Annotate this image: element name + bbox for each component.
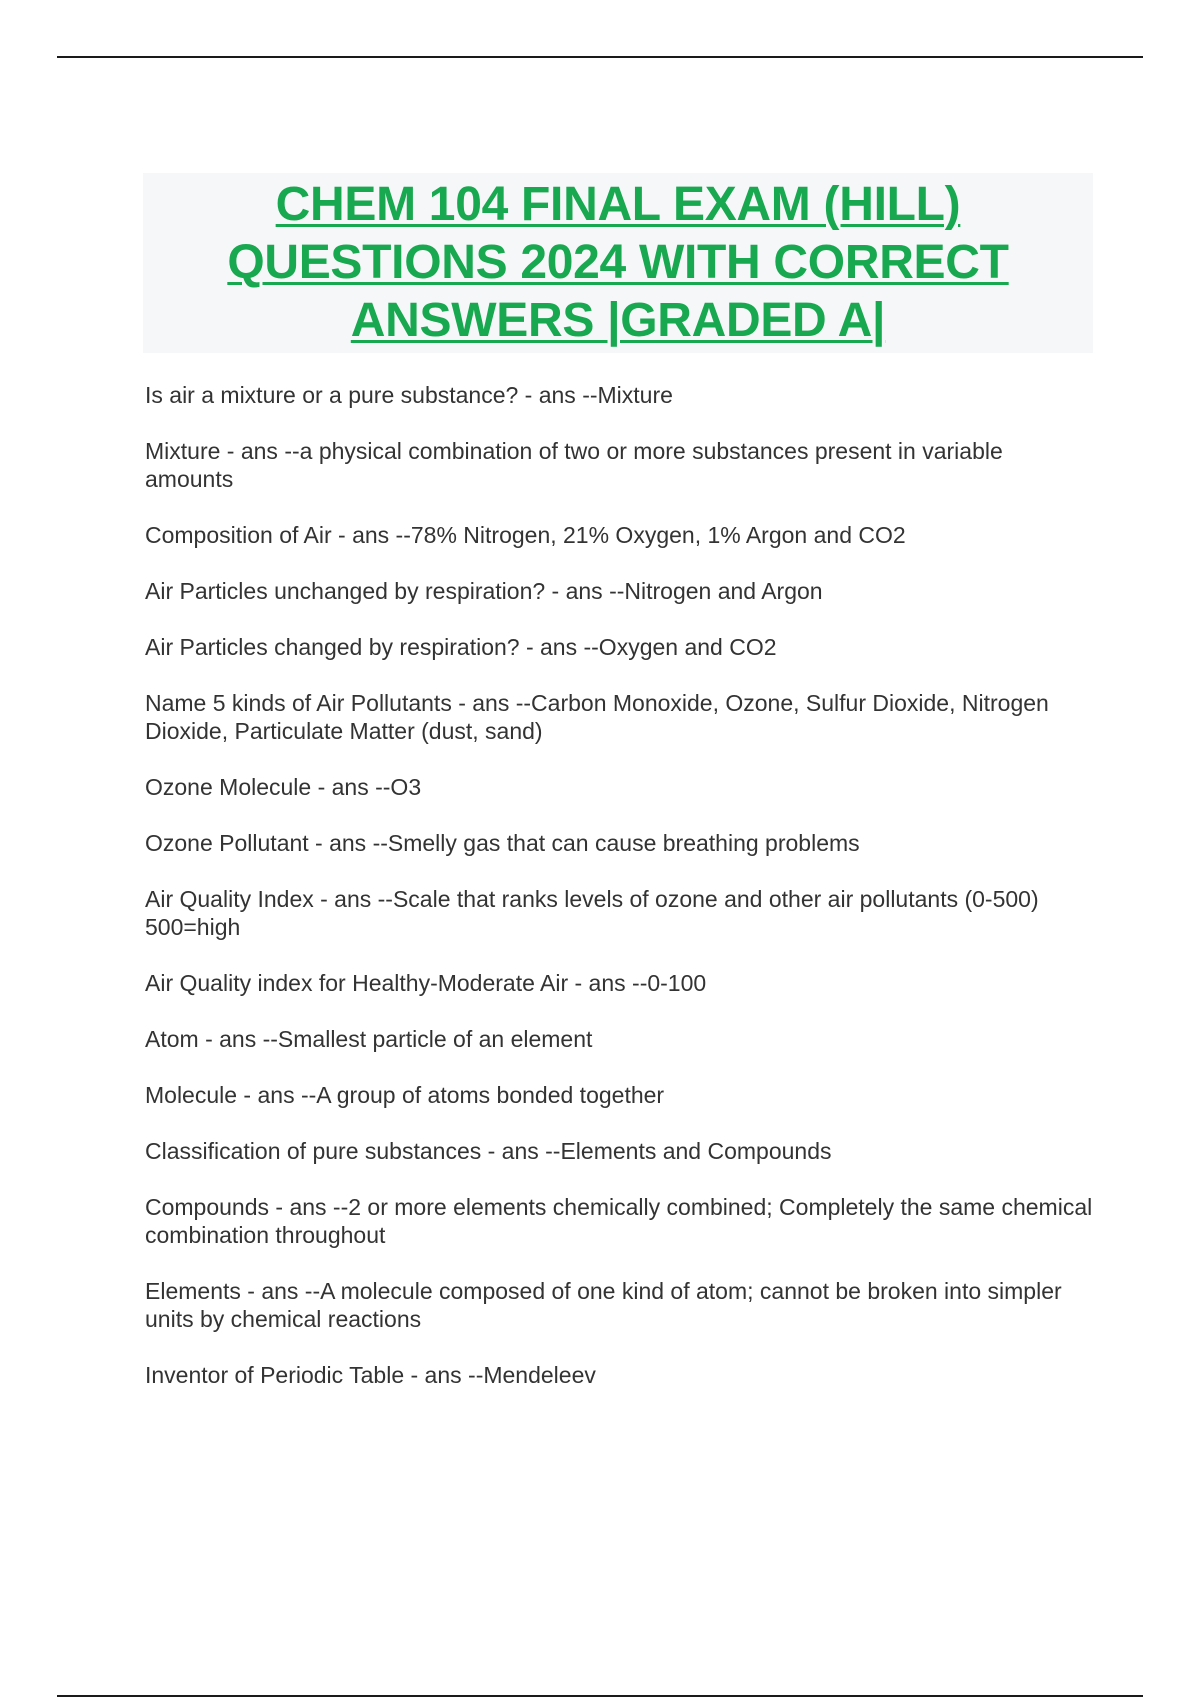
- title-line-1: CHEM 104 FINAL EXAM (HILL): [275, 178, 961, 231]
- document-title: [227, 176, 1008, 350]
- qa-item: Air Quality index for Healthy-Moderate Air - ans --0-100: [145, 970, 707, 996]
- qa-item: Ozone Pollutant - ans --Smelly gas that can cause breathing problems: [145, 830, 860, 856]
- qa-item: Inventor of Periodic Table - ans --Mendeleev: [145, 1362, 596, 1388]
- qa-item: Molecule - ans --A group of atoms bonded together: [145, 1082, 665, 1108]
- qa-item: Air Particles unchanged by respiration? - ans --Nitrogen and Argon: [145, 578, 823, 604]
- title-banner: [143, 173, 1093, 353]
- title-line-3: ANSWERS |GRADED A|: [350, 294, 886, 347]
- qa-item: Composition of Air - ans --78% Nitrogen, 21% Oxygen, 1% Argon and CO2: [145, 522, 906, 548]
- qa-item: Mixture - ans --a physical combination of two or more substances present in variable amounts: [145, 438, 1003, 492]
- qa-item: Air Particles changed by respiration? - ans --Oxygen and CO2: [145, 634, 777, 660]
- qa-item: Compounds - ans --2 or more elements chemically combined; Completely the same chemical combination throughout: [145, 1194, 1093, 1248]
- qa-item: Air Quality Index - ans --Scale that ranks levels of ozone and other air pollutants (0-500) 500=high: [145, 886, 1039, 940]
- title-line-2: QUESTIONS 2024 WITH CORRECT: [227, 236, 1009, 289]
- qa-item: Classification of pure substances - ans --Elements and Compounds: [145, 1138, 832, 1164]
- qa-item: Atom - ans --Smallest particle of an element: [145, 1026, 593, 1052]
- qa-item: Ozone Molecule - ans --O3: [145, 774, 422, 800]
- qa-list: [145, 381, 1095, 1389]
- bottom-divider: [57, 1695, 1143, 1697]
- top-divider: [57, 56, 1143, 58]
- qa-item: Elements - ans --A molecule composed of one kind of atom; cannot be broken into simpler units by chemical reactions: [145, 1278, 1062, 1332]
- qa-item: Is air a mixture or a pure substance? - ans --Mixture: [145, 382, 673, 408]
- qa-item: Name 5 kinds of Air Pollutants - ans --Carbon Monoxide, Ozone, Sulfur Dioxide, Nitrogen Dioxide, Particulate Matter (dust, sand): [145, 690, 1049, 744]
